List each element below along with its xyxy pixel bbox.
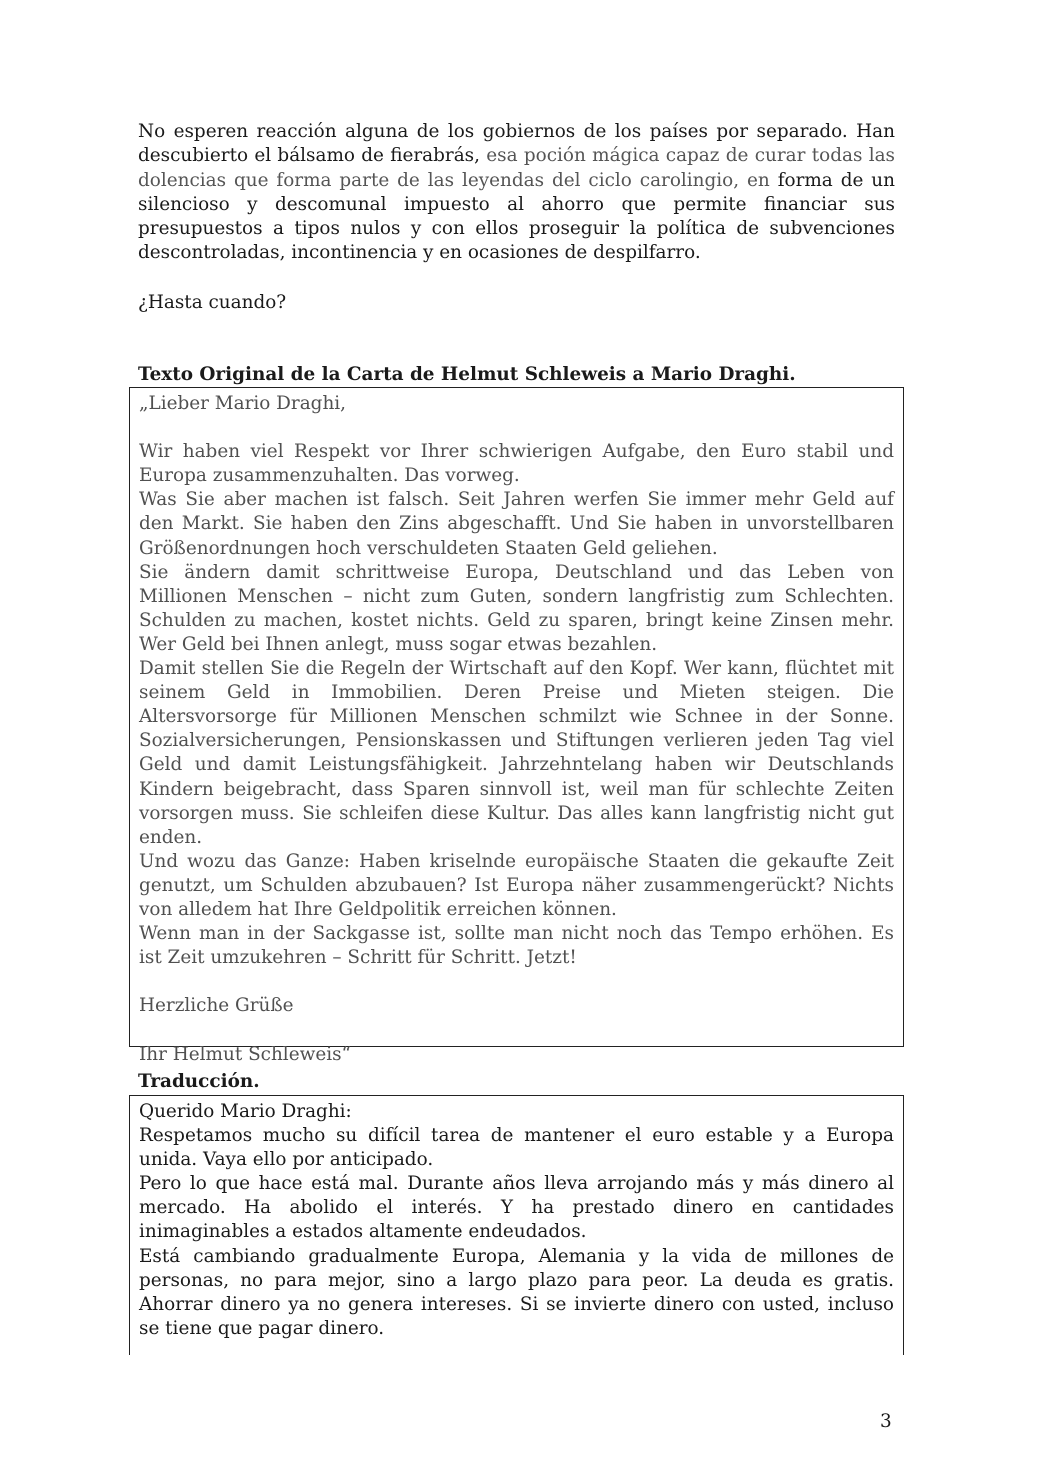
original-letter-heading: Texto Original de la Carta de Helmut Schleweis a Mario Draghi.	[138, 364, 796, 385]
intro-text-3: forma de un silencioso y descomunal impuesto al ahorro que permite financiar sus presupuestos a tipos nulos y con ellos proseguir la política de subvenciones descontroladas, incontinencia y en ocasiones de despilfarro.	[138, 169, 895, 264]
translation-paragraph: Está cambiando gradualmente Europa, Alemania y la vida de millones de personas, no para mejor, sino a largo plazo para peor. La deuda es gratis. Ahorrar dinero ya no genera intereses. Si se invierte dinero con usted, incluso se tiene que pagar dinero.	[139, 1245, 894, 1339]
intro-text-1: No esperen reacción alguna de los gobiernos de los países por separado. Han descubierto el bálsamo de fierabrás,	[138, 121, 895, 167]
original-paragraph: Damit stellen Sie die Regeln der Wirtschaft auf den Kopf. Wer kann, flüchtet mit seinem Geld in Immobilien. Deren Preise und Mieten steigen. Die Altersvorsorge für Millionen Menschen schmilzt wie Schnee in der Sonne. Sozialversicherungen, Pensionskassen und Stiftungen verlieren jeden Tag viel Geld und damit Leistungsfähigkeit. Jahrzehntelang haben wir Deutschlands Kindern beigebracht, dass Sparen sinnvoll ist, weil man für schlechte Zeiten vorsorgen muss. Sie schleifen diese Kultur. Das alles kann langfristig nicht gut enden.	[139, 658, 894, 848]
original-paragraph: Und wozu das Ganze: Haben kriselnde europäische Staaten die gekaufte Zeit genutzt, um Schulden abzubauen? Ist Europa näher zusammengerückt? Nichts von alledem hat Ihre Geldpolitik erreichen können.	[139, 850, 894, 920]
question-line: ¿Hasta cuando?	[138, 292, 287, 313]
original-salutation: „Lieber Mario Draghi,	[139, 393, 347, 414]
intro-text-2: esa poción mágica capaz de curar todas las dolencias que forma parte de las leyendas del ciclo carolingio, en	[138, 145, 895, 191]
translation-paragraph: Pero lo que hace está mal. Durante años lleva arrojando más y más dinero al mercado. Ha abolido el interés. Y ha prestado dinero en cantidades inimaginables a estados altamente endeudados.	[139, 1173, 894, 1243]
original-paragraph: Was Sie aber machen ist falsch. Seit Jahren werfen Sie immer mehr Geld auf den Markt. Sie haben den Zins abgeschafft. Und Sie haben in unvorstellbaren Größenordnungen hoch verschuldeten Staaten Geld geliehen.	[139, 489, 894, 559]
original-signature: Ihr Helmut Schleweis“	[139, 1043, 351, 1065]
original-paragraph: Sie ändern damit schrittweise Europa, Deutschland und das Leben von Millionen Menschen – nicht zum Guten, sondern langfristig zum Schlechten. Schulden zu machen, kostet nichts. Geld zu sparen, bringt keine Zinsen mehr. Wer Geld bei Ihnen anlegt, muss sogar etwas bezahlen.	[139, 561, 894, 655]
original-paragraph: Wir haben viel Respekt vor Ihrer schwierigen Aufgabe, den Euro stabil und Europa zusammenzuhalten. Das vorweg.	[139, 441, 894, 487]
original-paragraph: Wenn man in der Sackgasse ist, sollte man nicht noch das Tempo erhöhen. Es ist Zeit umzukehren – Schritt für Schritt. Jetzt!	[139, 923, 894, 969]
translation-heading: Traducción.	[138, 1071, 260, 1092]
original-letter-box	[129, 387, 904, 1065]
translation-box	[129, 1095, 904, 1355]
original-closing: Herzliche Grüße	[139, 995, 294, 1017]
intro-paragraph	[138, 120, 895, 266]
translation-salutation: Querido Mario Draghi:	[139, 1101, 352, 1122]
translation-paragraph: Respetamos mucho su difícil tarea de mantener el euro estable y a Europa unida. Vaya ello por anticipado.	[139, 1125, 894, 1171]
page-number: 3	[880, 1411, 892, 1432]
